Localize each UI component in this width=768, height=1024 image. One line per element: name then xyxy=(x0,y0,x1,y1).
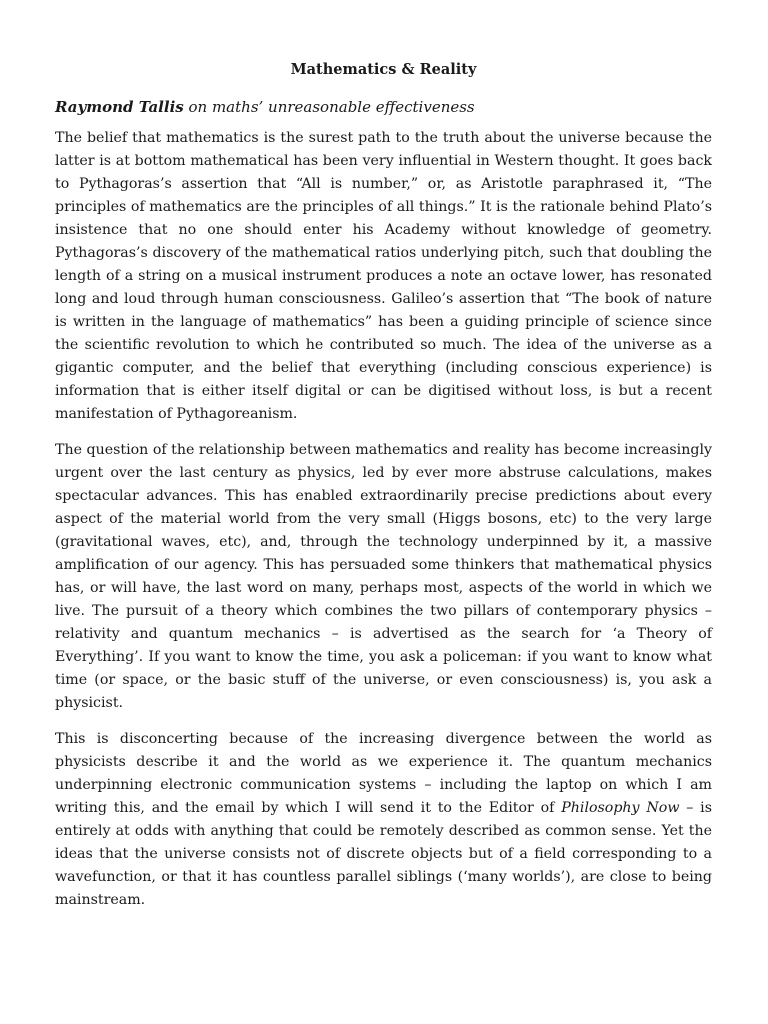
document-page xyxy=(55,58,712,925)
byline xyxy=(55,95,712,119)
byline-author: Raymond Tallis xyxy=(55,98,184,116)
byline-subtitle: on maths’ unreasonable effectiveness xyxy=(183,98,475,116)
paragraph-3-text-before: This is disconcerting because of the increasing divergence between the world as physicists describe it and the world as we experience it. The quantum mechanics underpinning electronic communication systems – including the laptop on which I am writing this, and the email by which I will send it to the Editor of xyxy=(55,731,712,816)
paragraph-3 xyxy=(55,728,712,912)
paragraph-3-text-after: – is entirely at odds with anything that could be remotely described as common sense. Yet the ideas that the universe consists not of discrete objects but of a field corresponding to a wavefunction, or that it has countless parallel siblings (‘many worlds’), are close to being mainstream. xyxy=(55,800,713,908)
document-title: Mathematics & Reality xyxy=(290,61,477,78)
paragraph-2: The question of the relationship between mathematics and reality has become increasingly urgent over the last century as physics, led by ever more abstruse calculations, makes spectacular advances. This has enabled extraordinarily precise predictions about every aspect of the material world from the very small (Higgs bosons, etc) to the very large (gravitational waves, etc), and, through the technology underpinned by it, a massive amplification of our agency. This has persuaded some thinkers that mathematical physics has, or will have, the last word on many, perhaps most, aspects of the world in which we live. The pursuit of a theory which combines the two pillars of contemporary physics – relativity and quantum mechanics – is advertised as the search for ‘a Theory of Everything’. If you want to know the time, you ask a policeman: if you want to know what time (or space, or the basic stuff of the universe, or even consciousness) is, you ask a physicist. xyxy=(55,442,712,711)
publication-name: Philosophy Now xyxy=(561,800,680,816)
paragraph-1: The belief that mathematics is the surest path to the truth about the universe because the latter is at bottom mathematical has been very influential in Western thought. It goes back to Pythagoras’s assertion that “All is number,” or, as Aristotle paraphrased it, “The principles of mathematics are the principles of all things.” It is the rationale behind Plato’s insistence that no one should enter his Academy without knowledge of geometry. Pythagoras’s discovery of the mathematical ratios underlying pitch, such that doubling the length of a string on a musical instrument produces a note an octave lower, has resonated long and loud through human consciousness. Galileo’s assertion that “The book of nature is written in the language of mathematics” has been a guiding principle of science since the scientific revolution to which he contributed so much. The idea of the universe as a gigantic computer, and the belief that everything (including conscious experience) is information that is either itself digital or can be digitised without loss, is but a recent manifestation of Pythagoreanism. xyxy=(55,130,712,422)
